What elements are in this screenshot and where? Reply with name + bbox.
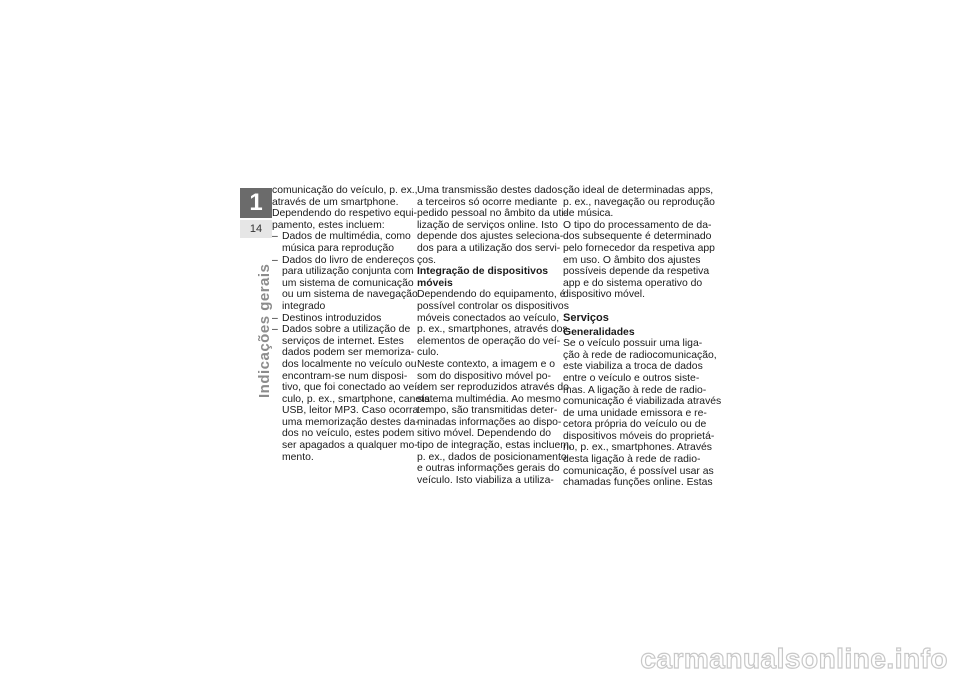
paragraph bbox=[563, 219, 715, 301]
text-column-1 bbox=[272, 185, 430, 463]
chapter-number-tab: 1 bbox=[240, 188, 272, 218]
intro-paragraph bbox=[272, 185, 418, 231]
bullet-item bbox=[272, 313, 412, 325]
text-line: dos localmente no veículo ou bbox=[282, 358, 417, 370]
text-line: culo, p. ex., smartphone, caneta bbox=[282, 393, 430, 405]
page-number: 14 bbox=[240, 220, 272, 238]
text-line: Destinos introduzidos bbox=[282, 312, 382, 324]
sub-title: Generalidades bbox=[563, 326, 635, 338]
text-line: rio, p. ex., smartphones. Através bbox=[563, 442, 712, 454]
text-line: sitivo móvel. Dependendo do bbox=[417, 428, 552, 440]
text-line: Dependendo do equipamento, é bbox=[417, 289, 566, 301]
text-line: pamento, estes incluem: bbox=[272, 219, 385, 231]
text-line: Neste contexto, a imagem e o bbox=[417, 358, 556, 370]
section-heading bbox=[417, 266, 557, 289]
watermark-text: carmanualsonline.info bbox=[640, 643, 948, 674]
text-line: dispositivos móveis do proprietá- bbox=[563, 430, 715, 442]
text-line: através de um smartphone. bbox=[272, 196, 399, 208]
text-line: lização de serviços online. Isto bbox=[417, 219, 558, 231]
text-line: sistema multimédia. Ao mesmo bbox=[417, 393, 561, 405]
text-line: Dependendo do respetivo equi- bbox=[272, 208, 417, 220]
text-line: a terceiros só ocorre mediante bbox=[417, 196, 558, 208]
text-line: minadas informações ao dispo- bbox=[417, 416, 562, 428]
text-line: ção ideal de determinadas apps, bbox=[563, 185, 714, 196]
text-line: possível controlar os dispositivos bbox=[417, 300, 569, 312]
text-line: em uso. O âmbito dos ajustes bbox=[563, 254, 701, 266]
text-line: O tipo do processamento de da- bbox=[563, 219, 712, 231]
text-line: tivo, que foi conectado ao veí- bbox=[282, 382, 421, 394]
text-line: p. ex., navegação ou reprodução bbox=[563, 196, 715, 208]
text-line: dos para a utilização dos servi- bbox=[417, 242, 561, 254]
heading-line: Integração de dispositivos bbox=[417, 266, 549, 278]
text-line: encontram-se num disposi- bbox=[282, 370, 408, 382]
text-line: integrado bbox=[282, 300, 326, 312]
text-column-2 bbox=[417, 185, 572, 486]
text-line: entre o veículo e outros siste- bbox=[563, 372, 700, 384]
text-line: possíveis depende da respetiva bbox=[563, 266, 710, 278]
text-line: móveis conectados ao veículo, bbox=[417, 312, 560, 324]
text-line: chamadas funções online. Estas bbox=[563, 477, 713, 489]
text-line: USB, leitor MP3. Caso ocorra bbox=[282, 405, 419, 417]
paragraph bbox=[417, 289, 569, 359]
text-line: depende dos ajustes seleciona- bbox=[417, 231, 564, 243]
text-line: mas. A ligação à rede de radio- bbox=[563, 384, 707, 396]
paragraph bbox=[563, 338, 722, 489]
text-line: pedido pessoal no âmbito da uti- bbox=[417, 208, 568, 220]
paragraph bbox=[563, 185, 715, 220]
bullet-dash: – bbox=[272, 231, 278, 243]
text-line: comunicação, é possível usar as bbox=[563, 465, 714, 477]
text-line: dados podem ser memoriza- bbox=[282, 347, 415, 359]
text-line: desta ligação à rede de radio- bbox=[563, 454, 701, 466]
chapter-title: Indicações gerais bbox=[256, 263, 273, 398]
text-line: culo. bbox=[417, 347, 439, 359]
text-column-3 bbox=[563, 185, 722, 489]
text-line: ção à rede de radiocomunicação, bbox=[563, 349, 717, 361]
text-line: uma memorização destes da- bbox=[282, 416, 419, 428]
text-line: Dados de multimédia, como bbox=[282, 231, 411, 243]
text-line: app e do sistema operativo do bbox=[563, 277, 703, 289]
text-line: pelo fornecedor da respetiva app bbox=[563, 242, 715, 254]
text-line: tipo de integração, estas incluem, bbox=[417, 440, 572, 452]
text-line: e outras informações gerais do bbox=[417, 463, 560, 475]
text-line: dem ser reproduzidos através do bbox=[417, 382, 569, 394]
bullet-item bbox=[272, 254, 418, 313]
text-line: comunicação do veículo, p. ex., bbox=[272, 185, 418, 196]
text-line: dos subsequente é determinado bbox=[563, 231, 712, 243]
text-line: um sistema de comunicação bbox=[282, 277, 414, 289]
text-line: veículo. Isto viabiliza a utiliza- bbox=[417, 474, 554, 486]
bullet-dash: – bbox=[272, 324, 278, 336]
text-line: música para reprodução bbox=[282, 242, 395, 254]
bullet-item bbox=[272, 324, 430, 463]
text-line: mento. bbox=[282, 451, 314, 463]
bullet-dash: – bbox=[272, 254, 278, 266]
text-line: elementos de operação do veí- bbox=[417, 335, 561, 347]
text-line: para utilização conjunta com bbox=[282, 266, 414, 278]
chapter-title-container bbox=[240, 238, 272, 398]
heading-line: móveis bbox=[417, 277, 453, 289]
text-line: Dados sobre a utilização de bbox=[282, 324, 411, 336]
paragraph bbox=[417, 358, 572, 487]
section-title: Serviços bbox=[563, 311, 609, 324]
text-line: ços. bbox=[417, 254, 437, 266]
text-line: ser apagados a qualquer mo- bbox=[282, 440, 418, 452]
text-line: som do dispositivo móvel po- bbox=[417, 370, 551, 382]
text-line: p. ex., dados de posicionamento bbox=[417, 451, 567, 463]
text-line: Uma transmissão destes dados bbox=[417, 185, 563, 196]
text-line: este viabiliza a troca de dados bbox=[563, 361, 703, 373]
text-line: de uma unidade emissora e re- bbox=[563, 407, 707, 419]
text-line: de música. bbox=[563, 208, 614, 220]
text-line: serviços de internet. Estes bbox=[282, 335, 404, 347]
text-line: p. ex., smartphones, através dos bbox=[417, 324, 568, 336]
bullet-dash: – bbox=[272, 312, 278, 324]
text-line: Se o veículo possuir uma liga- bbox=[563, 338, 703, 350]
bullet-item bbox=[272, 231, 412, 254]
paragraph bbox=[417, 185, 568, 266]
text-line: ou um sistema de navegação bbox=[282, 289, 418, 301]
text-line: dos no veículo, estes podem bbox=[282, 428, 415, 440]
text-line: Dados do livro de endereços bbox=[282, 254, 415, 266]
text-line: comunicação é viabilizada através bbox=[563, 396, 722, 408]
text-line: cetora própria do veículo ou de bbox=[563, 419, 707, 431]
text-line: dispositivo móvel. bbox=[563, 289, 646, 301]
text-line: tempo, são transmitidas deter- bbox=[417, 405, 558, 417]
